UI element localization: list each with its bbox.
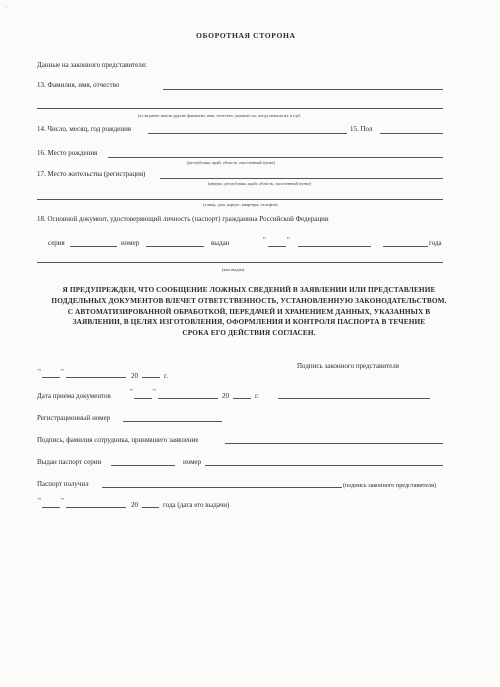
field-17-line[interactable] — [160, 178, 443, 179]
sig-g-label: г. — [164, 372, 168, 380]
sig-quote-open: " — [38, 368, 41, 376]
warning-line-2: ПОДДЕЛЬНЫХ ДОКУМЕНТОВ ВЛЕЧЕТ ОТВЕТСТВЕННОСТЬ, УСТАНОВЛЕННУЮ ЗАКОНОДАТЕЛЬСТВОМ. — [51, 295, 447, 305]
final-quote-open: " — [38, 497, 41, 505]
passport-seria-line[interactable] — [111, 465, 175, 466]
field-14-label: 14. Число, месяц, год рождения — [37, 125, 132, 133]
field-18-seria-line[interactable] — [70, 246, 117, 247]
field-17-label: 17. Место жительства (регистрация) — [37, 170, 146, 178]
warning-line-4: ЗАЯВЛЕНИИ, В ЦЕЛЯХ ИЗГОТОВЛЕНИЯ, ОФОРМЛЕНИЯ И КОНТРОЛЯ ПАСПОРТА В ТЕЧЕНИЕ — [72, 317, 426, 327]
field-18-month-line[interactable] — [298, 246, 371, 247]
field-13-hint: (если ранее имели другие фамилию, имя, отчество, укажите их, когда меняли их и где) — [138, 113, 301, 118]
passport-nomer-label: номер — [183, 458, 202, 466]
warning-line-3: С АВТОМАТИЗИРОВАННОЙ ОБРАБОТКОЙ, ПЕРЕДАЧЕЙ И ХРАНЕНИЕМ ДАННЫХ, УКАЗАННЫХ В — [67, 306, 431, 316]
dr-20-label: 20 — [222, 392, 229, 400]
field-18-quote-open: " — [263, 236, 266, 244]
sig-year-line[interactable] — [142, 377, 160, 378]
field-18-hint: (кем выдан) — [222, 267, 245, 272]
field-16-hint: (республика, край, область, населенный пункт) — [187, 160, 276, 165]
dr-quote-close: " — [153, 388, 156, 396]
passport-issued-label: Выдан паспорт серии — [37, 458, 102, 466]
date-received-label: Дата приема документов — [37, 392, 111, 400]
field-18-nomer-label: номер — [121, 239, 140, 247]
dr-month-line[interactable] — [158, 398, 218, 399]
field-15-line[interactable] — [380, 133, 443, 134]
dr-g-label: г. — [255, 392, 259, 400]
final-year-line[interactable] — [142, 507, 159, 508]
field-13-line[interactable] — [163, 89, 443, 90]
sig-day-line[interactable] — [42, 377, 60, 378]
dr-year-line[interactable] — [233, 398, 251, 399]
field-18-issuer-line[interactable] — [37, 262, 443, 263]
dr-quote-open: " — [130, 388, 133, 396]
field-18-label: 18. Основной документ, удостоверяющий личность (паспорт) гражданина Российской Федерации — [37, 215, 329, 223]
final-goda-label: года (дата его выдачи) — [163, 501, 230, 509]
field-18-nomer-line[interactable] — [146, 246, 204, 247]
warning-line-5: СРОКА ЕГО ДЕЙСТВИЯ СОГЛАСЕН. — [182, 328, 316, 338]
field-18-seria-label: серия — [48, 239, 65, 247]
section-header: Данные на законного представителя: — [37, 61, 147, 69]
final-day-line[interactable] — [42, 507, 60, 508]
field-16-label: 16. Место рождения — [37, 149, 98, 157]
sig-month-line[interactable] — [66, 377, 126, 378]
warning-block — [30, 285, 468, 339]
passport-received-label: Паспорт получил — [37, 480, 89, 488]
final-quote-close: " — [61, 497, 64, 505]
field-17-line-2[interactable] — [37, 199, 443, 200]
field-18-day-line[interactable] — [268, 246, 286, 247]
field-17-hint-2: (улица, дом, корпус, квартира, телефон) — [203, 202, 278, 207]
passport-received-line[interactable] — [102, 487, 342, 488]
sig-quote-close: " — [61, 368, 64, 376]
field-18-goda-label: года — [429, 239, 442, 247]
employee-sign-label: Подпись, фамилия сотрудника, принявшего заявление — [37, 436, 199, 444]
reg-number-label: Регистрационный номер — [37, 414, 111, 422]
field-18-year-line[interactable] — [383, 246, 428, 247]
page-title: ОБОРОТНАЯ СТОРОНА — [196, 31, 296, 40]
sig-20-label: 20 — [131, 372, 138, 380]
field-18-vydan-label: выдан — [211, 239, 230, 247]
dr-day-line[interactable] — [134, 398, 152, 399]
final-month-line[interactable] — [66, 507, 126, 508]
dr-signature-line[interactable] — [278, 398, 430, 399]
field-18-quote-close: " — [287, 236, 290, 244]
field-13-label: 13. Фамилия, имя, отчество — [37, 81, 120, 89]
signature-label: Подпись законного представителя — [297, 362, 399, 370]
corner-mark: ʹ — [6, 6, 8, 12]
field-16-line[interactable] — [108, 157, 443, 158]
field-14-line[interactable] — [148, 133, 347, 134]
employee-sign-line[interactable] — [225, 443, 443, 444]
field-15-label: 15. Пол — [350, 125, 373, 133]
field-13-line-2[interactable] — [37, 108, 443, 109]
passport-received-hint: (подпись законного представителя) — [343, 482, 437, 489]
final-20-label: 20 — [131, 501, 138, 509]
passport-nomer-line[interactable] — [205, 465, 443, 466]
reg-number-line[interactable] — [123, 421, 222, 422]
warning-line-1: Я ПРЕДУПРЕЖДЕН, ЧТО СООБЩЕНИЕ ЛОЖНЫХ СВЕДЕНИЙ В ЗАЯВЛЕНИИ ИЛИ ПРЕДСТАВЛЕНИЕ — [62, 285, 436, 294]
field-17-hint-1: (индекс, республика, край, область, населенный пункт) — [208, 181, 312, 186]
